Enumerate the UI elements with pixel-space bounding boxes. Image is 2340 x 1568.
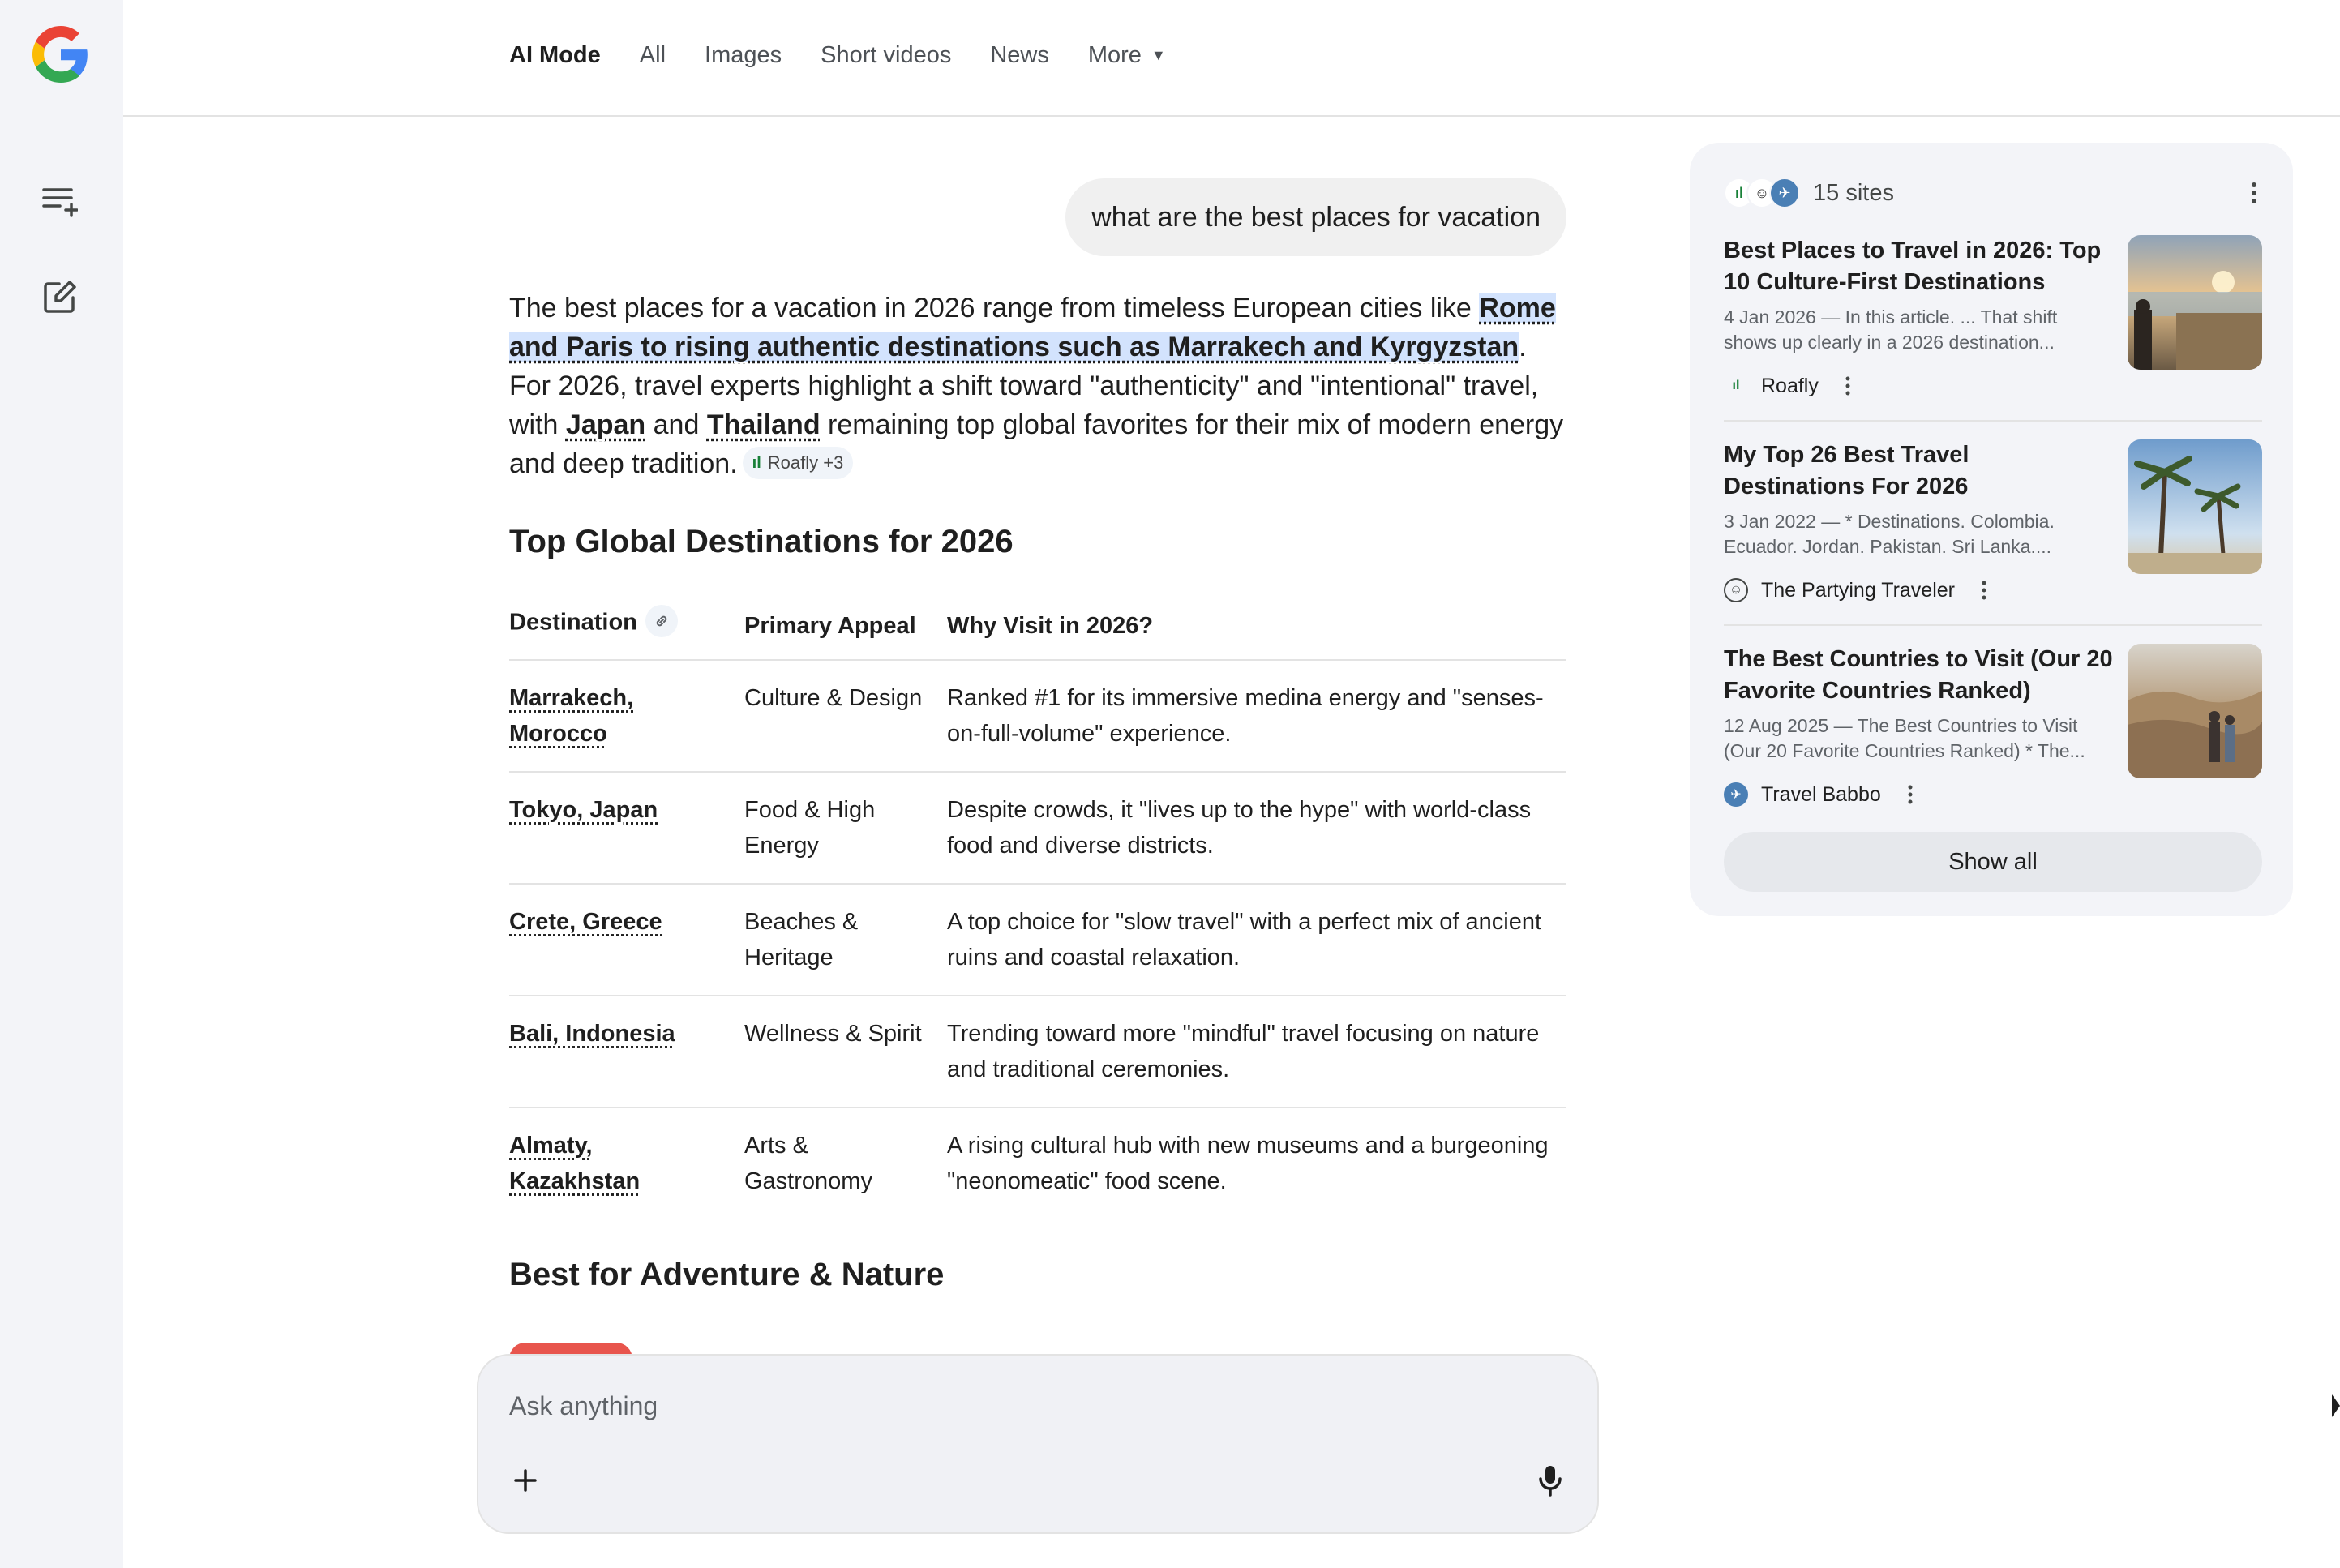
roafly-favicon-icon: ıl bbox=[752, 454, 761, 473]
more-vert-icon[interactable] bbox=[1840, 371, 1856, 401]
appeal-cell: Arts & Gastronomy bbox=[744, 1133, 872, 1194]
source-site bbox=[1724, 780, 1918, 809]
table-header: Why Visit in 2026? bbox=[947, 603, 1566, 660]
why-cell: Despite crowds, it "lives up to the hype" with world-class food and diverse districts. bbox=[947, 772, 1566, 884]
sources-count: 15 sites bbox=[1813, 179, 1894, 206]
entity-japan[interactable]: Japan bbox=[565, 409, 646, 440]
destination-name[interactable]: Bali, Indonesia bbox=[509, 1021, 675, 1047]
ask-input[interactable] bbox=[509, 1385, 1482, 1427]
source-favicons bbox=[1724, 178, 1792, 208]
source-site-name: Roafly bbox=[1761, 374, 1819, 397]
tab-all[interactable]: All bbox=[639, 41, 666, 68]
destination-cell[interactable] bbox=[509, 996, 744, 1107]
source-title[interactable]: Best Places to Travel in 2026: Top 10 Culture-First Destinations bbox=[1724, 238, 2102, 295]
table-row bbox=[509, 996, 1566, 1107]
source-chip-label: Roafly +3 bbox=[767, 452, 844, 473]
table-header: Primary Appeal bbox=[744, 603, 947, 660]
travel-babbo-favicon-icon: ✈ bbox=[1724, 782, 1748, 807]
answer-text: The best places for a vacation in 2026 range from timeless European cities like bbox=[509, 293, 1480, 323]
source-card[interactable] bbox=[1724, 644, 2262, 835]
table-header bbox=[509, 603, 744, 660]
appeal-cell: Beaches & Heritage bbox=[744, 884, 947, 996]
source-chip[interactable] bbox=[743, 447, 854, 479]
source-title[interactable]: The Best Countries to Visit (Our 20 Favorite Countries Ranked) bbox=[1724, 646, 2113, 704]
section-title: Top Global Destinations for 2026 bbox=[509, 524, 1014, 559]
destination-cell[interactable] bbox=[509, 1107, 744, 1219]
travel-babbo-favicon-icon: ✈ bbox=[1769, 178, 1800, 208]
destination-cell[interactable] bbox=[509, 884, 744, 996]
appeal-cell: Wellness & Spirit bbox=[744, 996, 947, 1107]
partying-traveler-favicon-icon: ☺ bbox=[1724, 578, 1748, 602]
table-header-row bbox=[509, 603, 1566, 660]
history-list-icon[interactable] bbox=[36, 177, 84, 225]
destination-name[interactable]: Marrakech, Morocco bbox=[509, 685, 634, 747]
answer-text: remaining top global favorites for their mix of modern energy and deep tradition. bbox=[509, 409, 1564, 479]
why-cell: Trending toward more "mindful" travel focusing on nature and traditional ceremonies. bbox=[947, 996, 1566, 1107]
destination-cell[interactable] bbox=[509, 772, 744, 884]
ask-box bbox=[477, 1354, 1599, 1534]
header-label: Destination bbox=[509, 609, 637, 636]
entity-thailand[interactable]: Thailand bbox=[706, 409, 821, 440]
link-icon[interactable] bbox=[645, 605, 678, 637]
why-cell: A top choice for "slow travel" with a perfect mix of ancient ruins and coastal relaxation. bbox=[947, 884, 1566, 996]
appeal-cell: Food & High Energy bbox=[744, 772, 947, 884]
left-rail bbox=[0, 0, 123, 1568]
source-site-name: Travel Babbo bbox=[1761, 782, 1881, 806]
divider bbox=[1724, 420, 2262, 422]
answer-text: and bbox=[645, 409, 707, 440]
tab-more[interactable]: More ▼ bbox=[1087, 41, 1166, 68]
roafly-favicon-icon: ıl bbox=[1732, 379, 1740, 392]
destinations-table bbox=[509, 603, 1566, 1219]
highlight-text: Rome and Paris to rising authentic destinations such as bbox=[509, 293, 1556, 362]
table-row bbox=[509, 660, 1566, 772]
new-chat-icon[interactable] bbox=[36, 272, 84, 321]
more-vert-icon[interactable] bbox=[1976, 576, 1992, 605]
sources-panel bbox=[1690, 143, 2293, 916]
more-vert-icon[interactable] bbox=[2238, 175, 2270, 211]
source-site bbox=[1724, 371, 1856, 401]
plus-icon[interactable] bbox=[503, 1458, 548, 1503]
source-card[interactable] bbox=[1724, 439, 2262, 631]
destination-cell[interactable] bbox=[509, 660, 744, 772]
mouse-cursor-icon bbox=[2332, 1394, 2340, 1419]
tab-images[interactable]: Images bbox=[705, 41, 782, 68]
roafly-favicon-icon: ıl bbox=[1724, 178, 1755, 208]
tab-news[interactable]: News bbox=[990, 41, 1049, 68]
table-row bbox=[509, 884, 1566, 996]
source-snippet: 4 Jan 2026 — In this article. ... That shift shows up clearly in a 2026 destination... bbox=[1724, 306, 2058, 353]
tab-ai-mode[interactable]: AI Mode bbox=[509, 41, 601, 68]
source-thumbnail[interactable] bbox=[2128, 439, 2262, 574]
divider bbox=[1724, 624, 2262, 626]
section-title: Best for Adventure & Nature bbox=[509, 1257, 945, 1292]
show-all-button[interactable]: Show all bbox=[1724, 832, 2262, 892]
highlight-text: and bbox=[1305, 332, 1370, 362]
why-cell: A rising cultural hub with new museums and a burgeoning "neonomeatic" food scene. bbox=[947, 1133, 1549, 1194]
destination-name[interactable]: Tokyo, Japan bbox=[509, 797, 658, 823]
source-title[interactable]: My Top 26 Best Travel Destinations For 2026 bbox=[1724, 442, 1969, 499]
source-site bbox=[1724, 576, 1992, 605]
search-tabs bbox=[509, 34, 1166, 76]
destination-name[interactable]: Almaty, Kazakhstan bbox=[509, 1133, 641, 1194]
top-nav bbox=[123, 0, 2340, 117]
table-row bbox=[509, 1107, 1566, 1219]
more-vert-icon[interactable] bbox=[1902, 780, 1918, 809]
caret-down-icon: ▼ bbox=[1151, 46, 1166, 63]
user-query-bubble: what are the best places for vacation bbox=[1065, 178, 1566, 256]
source-snippet: 3 Jan 2022 — * Destinations. Colombia. Ecuador. Jordan. Pakistan. Sri Lanka.... bbox=[1724, 511, 2055, 557]
sources-header[interactable] bbox=[1724, 170, 1894, 216]
source-thumbnail[interactable] bbox=[2128, 235, 2262, 370]
entity-marrakech[interactable]: Marrakech bbox=[1168, 332, 1306, 362]
why-cell: Ranked #1 for its immersive medina energy and "senses-on-full-volume" experience. bbox=[947, 660, 1566, 772]
source-thumbnail[interactable] bbox=[2128, 644, 2262, 778]
source-site-name: The Partying Traveler bbox=[1761, 578, 1955, 602]
answer-text: . For 2026, travel experts highlight a shift toward "authenticity" and "intentional" travel, with bbox=[509, 332, 1539, 440]
source-card[interactable] bbox=[1724, 235, 2262, 426]
answer-paragraph bbox=[509, 289, 1566, 483]
destination-name[interactable]: Crete, Greece bbox=[509, 909, 662, 935]
appeal-cell: Culture & Design bbox=[744, 660, 947, 772]
table-row bbox=[509, 772, 1566, 884]
mic-icon[interactable] bbox=[1528, 1458, 1573, 1503]
tab-short-videos[interactable]: Short videos bbox=[821, 41, 952, 68]
google-logo[interactable] bbox=[32, 26, 89, 83]
entity-kyrgyzstan[interactable]: Kyrgyzstan bbox=[1369, 332, 1519, 362]
source-snippet: 12 Aug 2025 — The Best Countries to Visit (Our 20 Favorite Countries Ranked) * The... bbox=[1724, 715, 2085, 761]
partying-traveler-favicon-icon: ☺ bbox=[1746, 178, 1777, 208]
